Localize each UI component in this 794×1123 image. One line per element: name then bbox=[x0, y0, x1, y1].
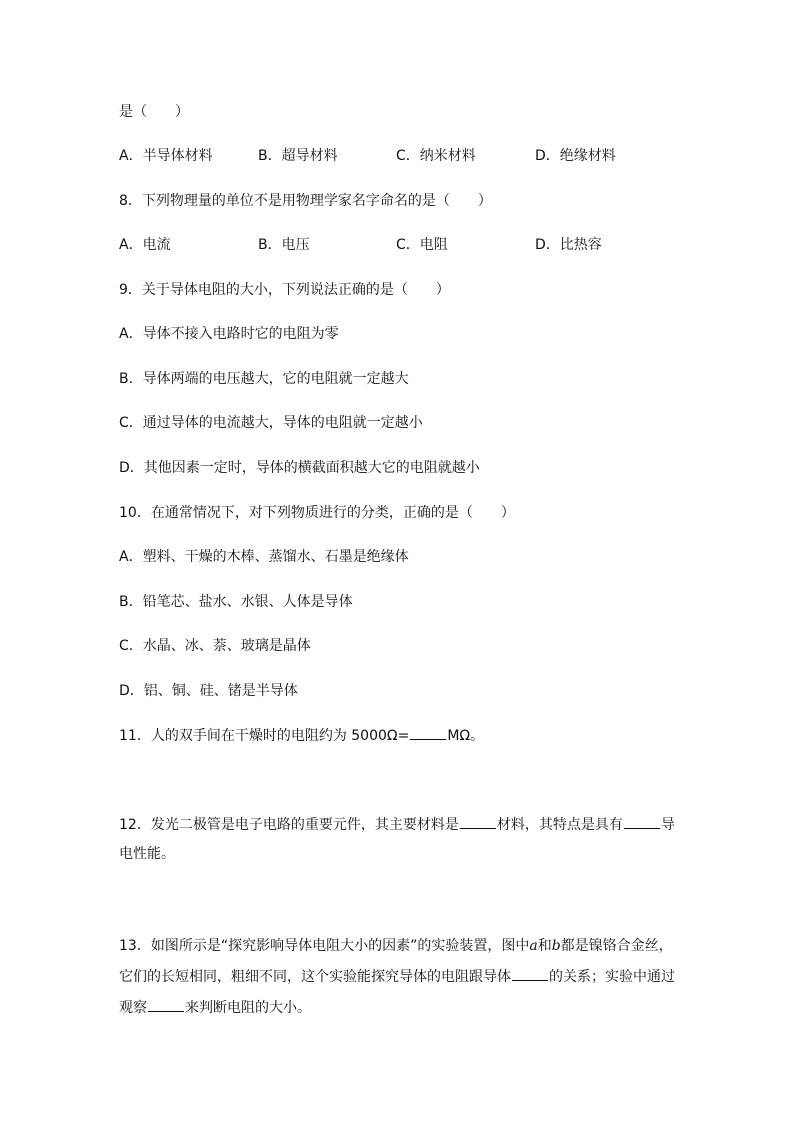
q10-option-d: D．铝、铜、硅、锗是半导体 bbox=[119, 683, 298, 699]
q13-answer-blank-1[interactable] bbox=[512, 966, 548, 981]
q10-stem: 10．在通常情况下，对下列物质进行的分类，正确的是（ ） bbox=[119, 505, 515, 521]
q9-option-d: D．其他因素一定时，导体的横截面积越大它的电阻就越小 bbox=[119, 460, 480, 476]
q8-options bbox=[119, 235, 679, 255]
q11-text-before: 11．人的双手间在干燥时的电阻约为 5000Ω= bbox=[119, 728, 410, 744]
q12-stem-line2: 电性能。 bbox=[119, 846, 175, 862]
q8-option-c: C．电阻 bbox=[396, 237, 448, 253]
q13-stem-line3 bbox=[119, 997, 311, 1018]
q8-option-d: D．比热容 bbox=[535, 237, 602, 253]
q7-option-b: B．超导材料 bbox=[258, 148, 338, 164]
q7-option-a: A．半导体材料 bbox=[119, 148, 213, 164]
q7-option-d: D．绝缘材料 bbox=[535, 148, 616, 164]
q12-text-part1: 12．发光二极管是电子电路的重要元件，其主要材料是 bbox=[119, 817, 459, 833]
q13-text-part3: 都是镍铬合金丝， bbox=[560, 938, 673, 954]
q9-option-c: C．通过导体的电流越大，导体的电阻就一定越小 bbox=[119, 415, 423, 431]
q9-option-b: B．导体两端的电压越大，它的电阻就一定越大 bbox=[119, 371, 409, 387]
q8-option-a: A．电流 bbox=[119, 237, 171, 253]
q7-option-c: C．纳米材料 bbox=[396, 148, 476, 164]
q13-answer-blank-2[interactable] bbox=[148, 997, 184, 1012]
q11-stem bbox=[119, 725, 484, 746]
q12-answer-blank-1[interactable] bbox=[460, 814, 496, 829]
q12-text-part3: 导 bbox=[660, 817, 675, 833]
q9-stem: 9．关于导体电阻的大小，下列说法正确的是（ ） bbox=[119, 282, 450, 298]
q13-text-line3b: 来判断电阻的大小。 bbox=[185, 1000, 311, 1016]
q13-variable-b: b bbox=[551, 938, 561, 954]
q13-text-part2: 和 bbox=[537, 938, 552, 954]
q13-text-line3a: 观察 bbox=[119, 1000, 147, 1016]
q13-stem-line2 bbox=[119, 966, 675, 987]
q11-answer-blank[interactable] bbox=[410, 725, 446, 740]
q12-answer-blank-2[interactable] bbox=[624, 814, 660, 829]
q10-option-b: B．铅笔芯、盐水、水银、人体是导体 bbox=[119, 594, 353, 610]
q11-text-after: MΩ。 bbox=[447, 728, 485, 744]
q7-options bbox=[119, 146, 679, 166]
q8-stem: 8．下列物理量的单位不是用物理学家名字命名的是（ ） bbox=[119, 193, 492, 209]
q13-text-line2a: 它们的长短相同，粗细不同，这个实验能探究导体的电阻跟导体 bbox=[119, 969, 511, 985]
q7-stem-tail: 是（ ） bbox=[119, 104, 189, 120]
q9-option-a: A．导体不接入电路时它的电阻为零 bbox=[119, 326, 339, 342]
q8-option-b: B．电压 bbox=[258, 237, 310, 253]
q13-variable-a: a bbox=[529, 938, 538, 954]
q12-stem bbox=[119, 814, 675, 835]
q10-option-a: A．塑料、干燥的木棒、蒸馏水、石墨是绝缘体 bbox=[119, 549, 409, 565]
q13-stem bbox=[119, 936, 673, 956]
q13-text-line2b: 的关系；实验中通过 bbox=[549, 969, 675, 985]
q10-option-c: C．水晶、冰、萘、玻璃是晶体 bbox=[119, 638, 311, 654]
q13-text-part1: 13．如图所示是“探究影响导体电阻大小的因素”的实验装置，图中 bbox=[119, 938, 530, 954]
q12-text-part2: 材料，其特点是具有 bbox=[496, 817, 623, 833]
